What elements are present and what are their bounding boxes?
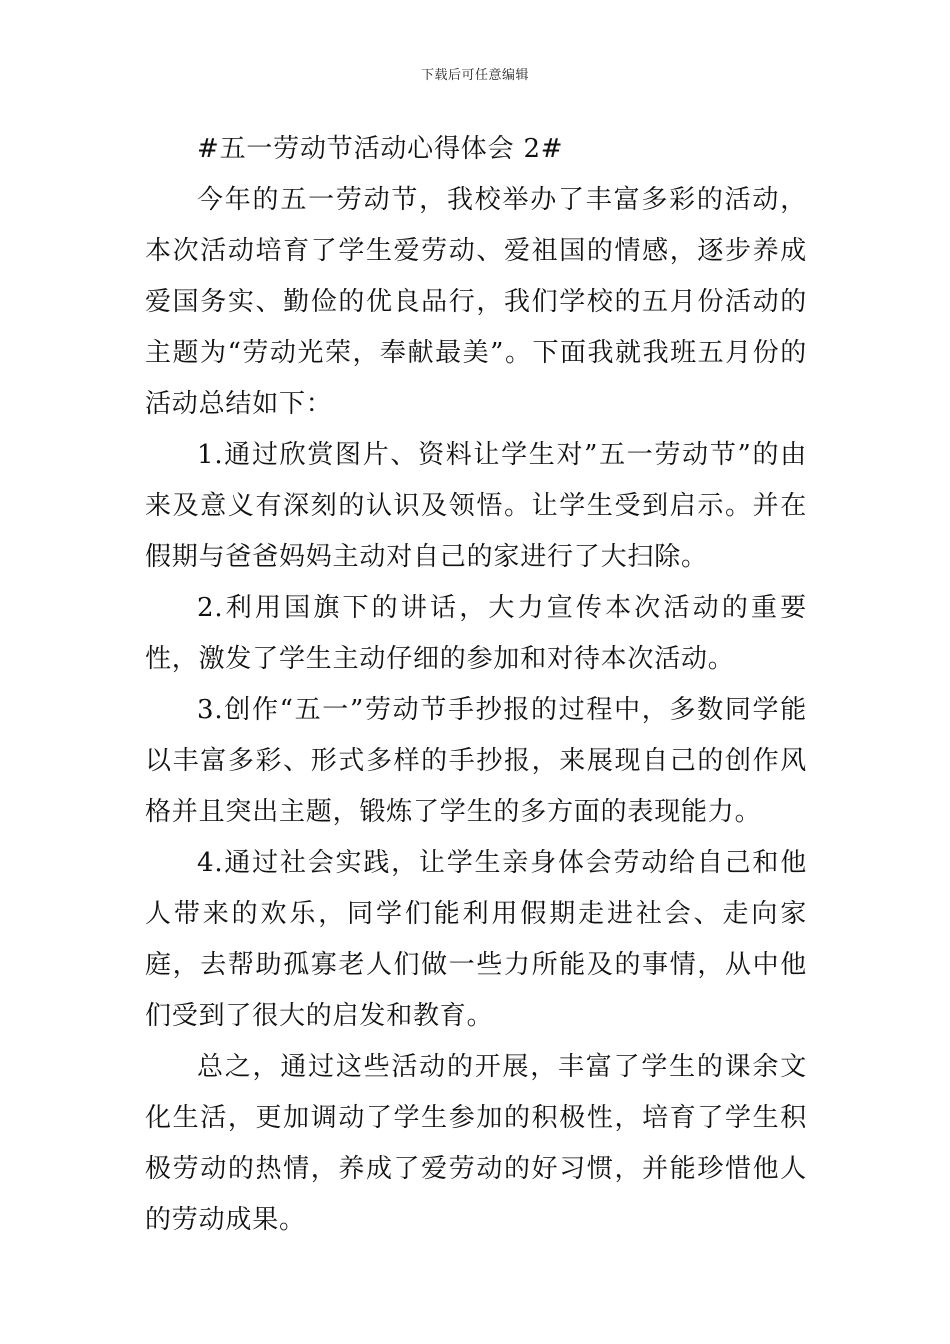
paragraph-item-2: 2.利用国旗下的讲话，大力宣传本次活动的重要性，激发了学生主动仔细的参加和对待本次活动。: [145, 593, 807, 674]
paragraph-item-1: 1.通过欣赏图片、资料让学生对”五一劳动节”的由来及意义有深刻的认识及领悟。让学生受到启示。并在假期与爸爸妈妈主动对自己的家进行了大扫除。: [145, 440, 807, 572]
paragraph-conclusion: 总之，通过这些活动的开展，丰富了学生的课余文化生活，更加调动了学生参加的积极性，培育了学生积极劳动的热情，养成了爱劳动的好习惯，并能珍惜他人的劳动成果。: [145, 1052, 807, 1235]
paragraph-item-4: 4.通过社会实践，让学生亲身体会劳动给自己和他人带来的欢乐，同学们能利用假期走进社会、走向家庭，去帮助孤寡老人们做一些力所能及的事情，从中他们受到了很大的启发和教育。: [145, 848, 807, 1031]
header-note: 下载后可任意编辑: [420, 68, 529, 83]
paragraph-intro: 今年的五一劳动节，我校举办了丰富多彩的活动，本次活动培育了学生爱劳动、爱祖国的情感，逐步养成爱国务实、勤俭的优良品行，我们学校的五月份活动的主题为“劳动光荣，奉献最美”。下面我就我班五月份的活动总结如下：: [145, 185, 807, 419]
paragraph-item-3: 3.创作“五一”劳动节手抄报的过程中，多数同学能以丰富多彩、形式多样的手抄报，来展现自己的创作风格并且突出主题，锻炼了学生的多方面的表现能力。: [145, 695, 807, 827]
document-heading: #五一劳动节活动心得体会 2#: [197, 134, 564, 164]
document-body: [145, 124, 807, 1246]
